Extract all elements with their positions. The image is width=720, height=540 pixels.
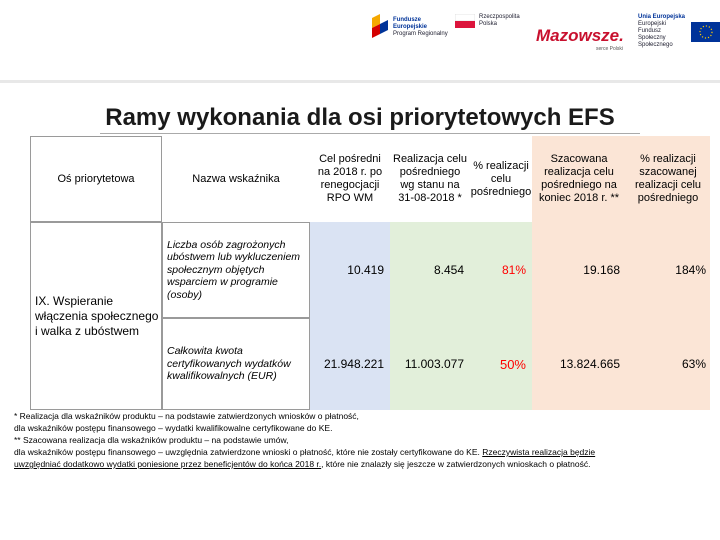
header-axis: Oś priorytetowa	[30, 136, 162, 222]
mazowsze-tagline: serce Polski	[596, 46, 623, 52]
logo-bar	[0, 0, 720, 78]
title-underline	[100, 133, 640, 134]
ue-line4: Społecznego	[638, 42, 673, 48]
footnote-3: ** Szacowana realizacja dla wskaźników produktu – na podstawie umów,	[14, 435, 289, 445]
mazowsze-logo	[536, 26, 624, 52]
row1-indicator: Liczba osób zagrożonych ubóstwem lub wykluczeniem społecznym objętych wsparciem w programie (osoby)	[162, 222, 310, 318]
header-achieved: Realizacja celu pośredniego wg stanu na 31-08-2018 *	[393, 153, 467, 204]
footnote-5	[14, 458, 706, 470]
fundusze-line3: Program Regionalny	[393, 30, 448, 37]
footnote-5b: , które nie znalazły się jeszcze w zatwierdzonych wnioskach o płatność.	[321, 459, 591, 469]
eu-flag-icon	[691, 22, 720, 42]
fundusze-icon	[370, 14, 390, 40]
row2-pct: 50%	[470, 318, 532, 410]
footnote-4	[14, 446, 706, 458]
row2-estimated: 13.824.665	[532, 318, 626, 410]
ue-logo	[638, 14, 720, 49]
footnotes	[0, 408, 720, 508]
header-estimated: Szacowana realizacja celu pośredniego na koniec 2018 r. **	[532, 136, 626, 222]
footnote-4a: dla wskaźników postępu finansowego – uwzględnia zatwierdzone wnioski o płatność, które nie zostały certyfikowane do KE.	[14, 447, 483, 457]
polish-flag-icon	[455, 14, 475, 28]
row1-pct: 81%	[470, 222, 532, 318]
page-title: Ramy wykonania dla osi priorytetowych EFS	[105, 104, 615, 131]
fundusze-line1: Fundusze	[393, 16, 421, 23]
footnote-2: dla wskaźników postępu finansowego – wydatki kwalifikowalne certyfikowane do KE.	[14, 423, 333, 433]
fundusze-line2: Europejskie	[393, 23, 428, 30]
rp-line2: Polska	[479, 21, 498, 27]
row2-est-pct: 63%	[626, 318, 710, 410]
row1-goal: 10.419	[310, 222, 390, 318]
fundusze-logo	[370, 14, 448, 40]
row1-achieved: 8.454	[390, 222, 470, 318]
header-est-pct: % realizacji szacowanej realizacji celu pośredniego	[626, 136, 710, 222]
header-goal: Cel pośredni na 2018 r. po renegocjacji RPO WM	[317, 153, 383, 204]
header-pct: % realizacji celu pośredniego	[470, 159, 532, 198]
header-divider	[0, 80, 720, 83]
ue-line1: Unia Europejska	[638, 14, 686, 20]
footnote-1: * Realizacja dla wskaźników produktu – na podstawie zatwierdzonych wniosków o płatność,	[14, 411, 359, 421]
row1-estimated: 19.168	[532, 222, 626, 318]
mazowsze-name: Mazowsze.	[536, 26, 624, 45]
ue-line3: Społeczny	[638, 35, 666, 41]
rp-logo	[455, 14, 520, 28]
rp-line1: Rzeczpospolita	[479, 14, 520, 20]
row2-goal: 21.948.221	[310, 318, 390, 410]
row1-est-pct: 184%	[626, 222, 710, 318]
axis-name: IX. Wspieranie włączenia społecznego i walka z ubóstwem	[30, 222, 162, 410]
ue-line2: Europejski Fundusz	[638, 21, 667, 34]
footnote-4b: Rzeczywista realizacja będzie	[482, 447, 596, 457]
footnote-5a: uwzględniać dodatkowo wydatki poniesione przez beneficjentów do końca 2018 r.	[14, 459, 322, 469]
row2-indicator: Całkowita kwota certyfikowanych wydatków kwalifikowalnych (EUR)	[162, 318, 310, 410]
header-indicator: Nazwa wskaźnika	[192, 172, 280, 185]
row2-achieved: 11.003.077	[390, 318, 470, 410]
